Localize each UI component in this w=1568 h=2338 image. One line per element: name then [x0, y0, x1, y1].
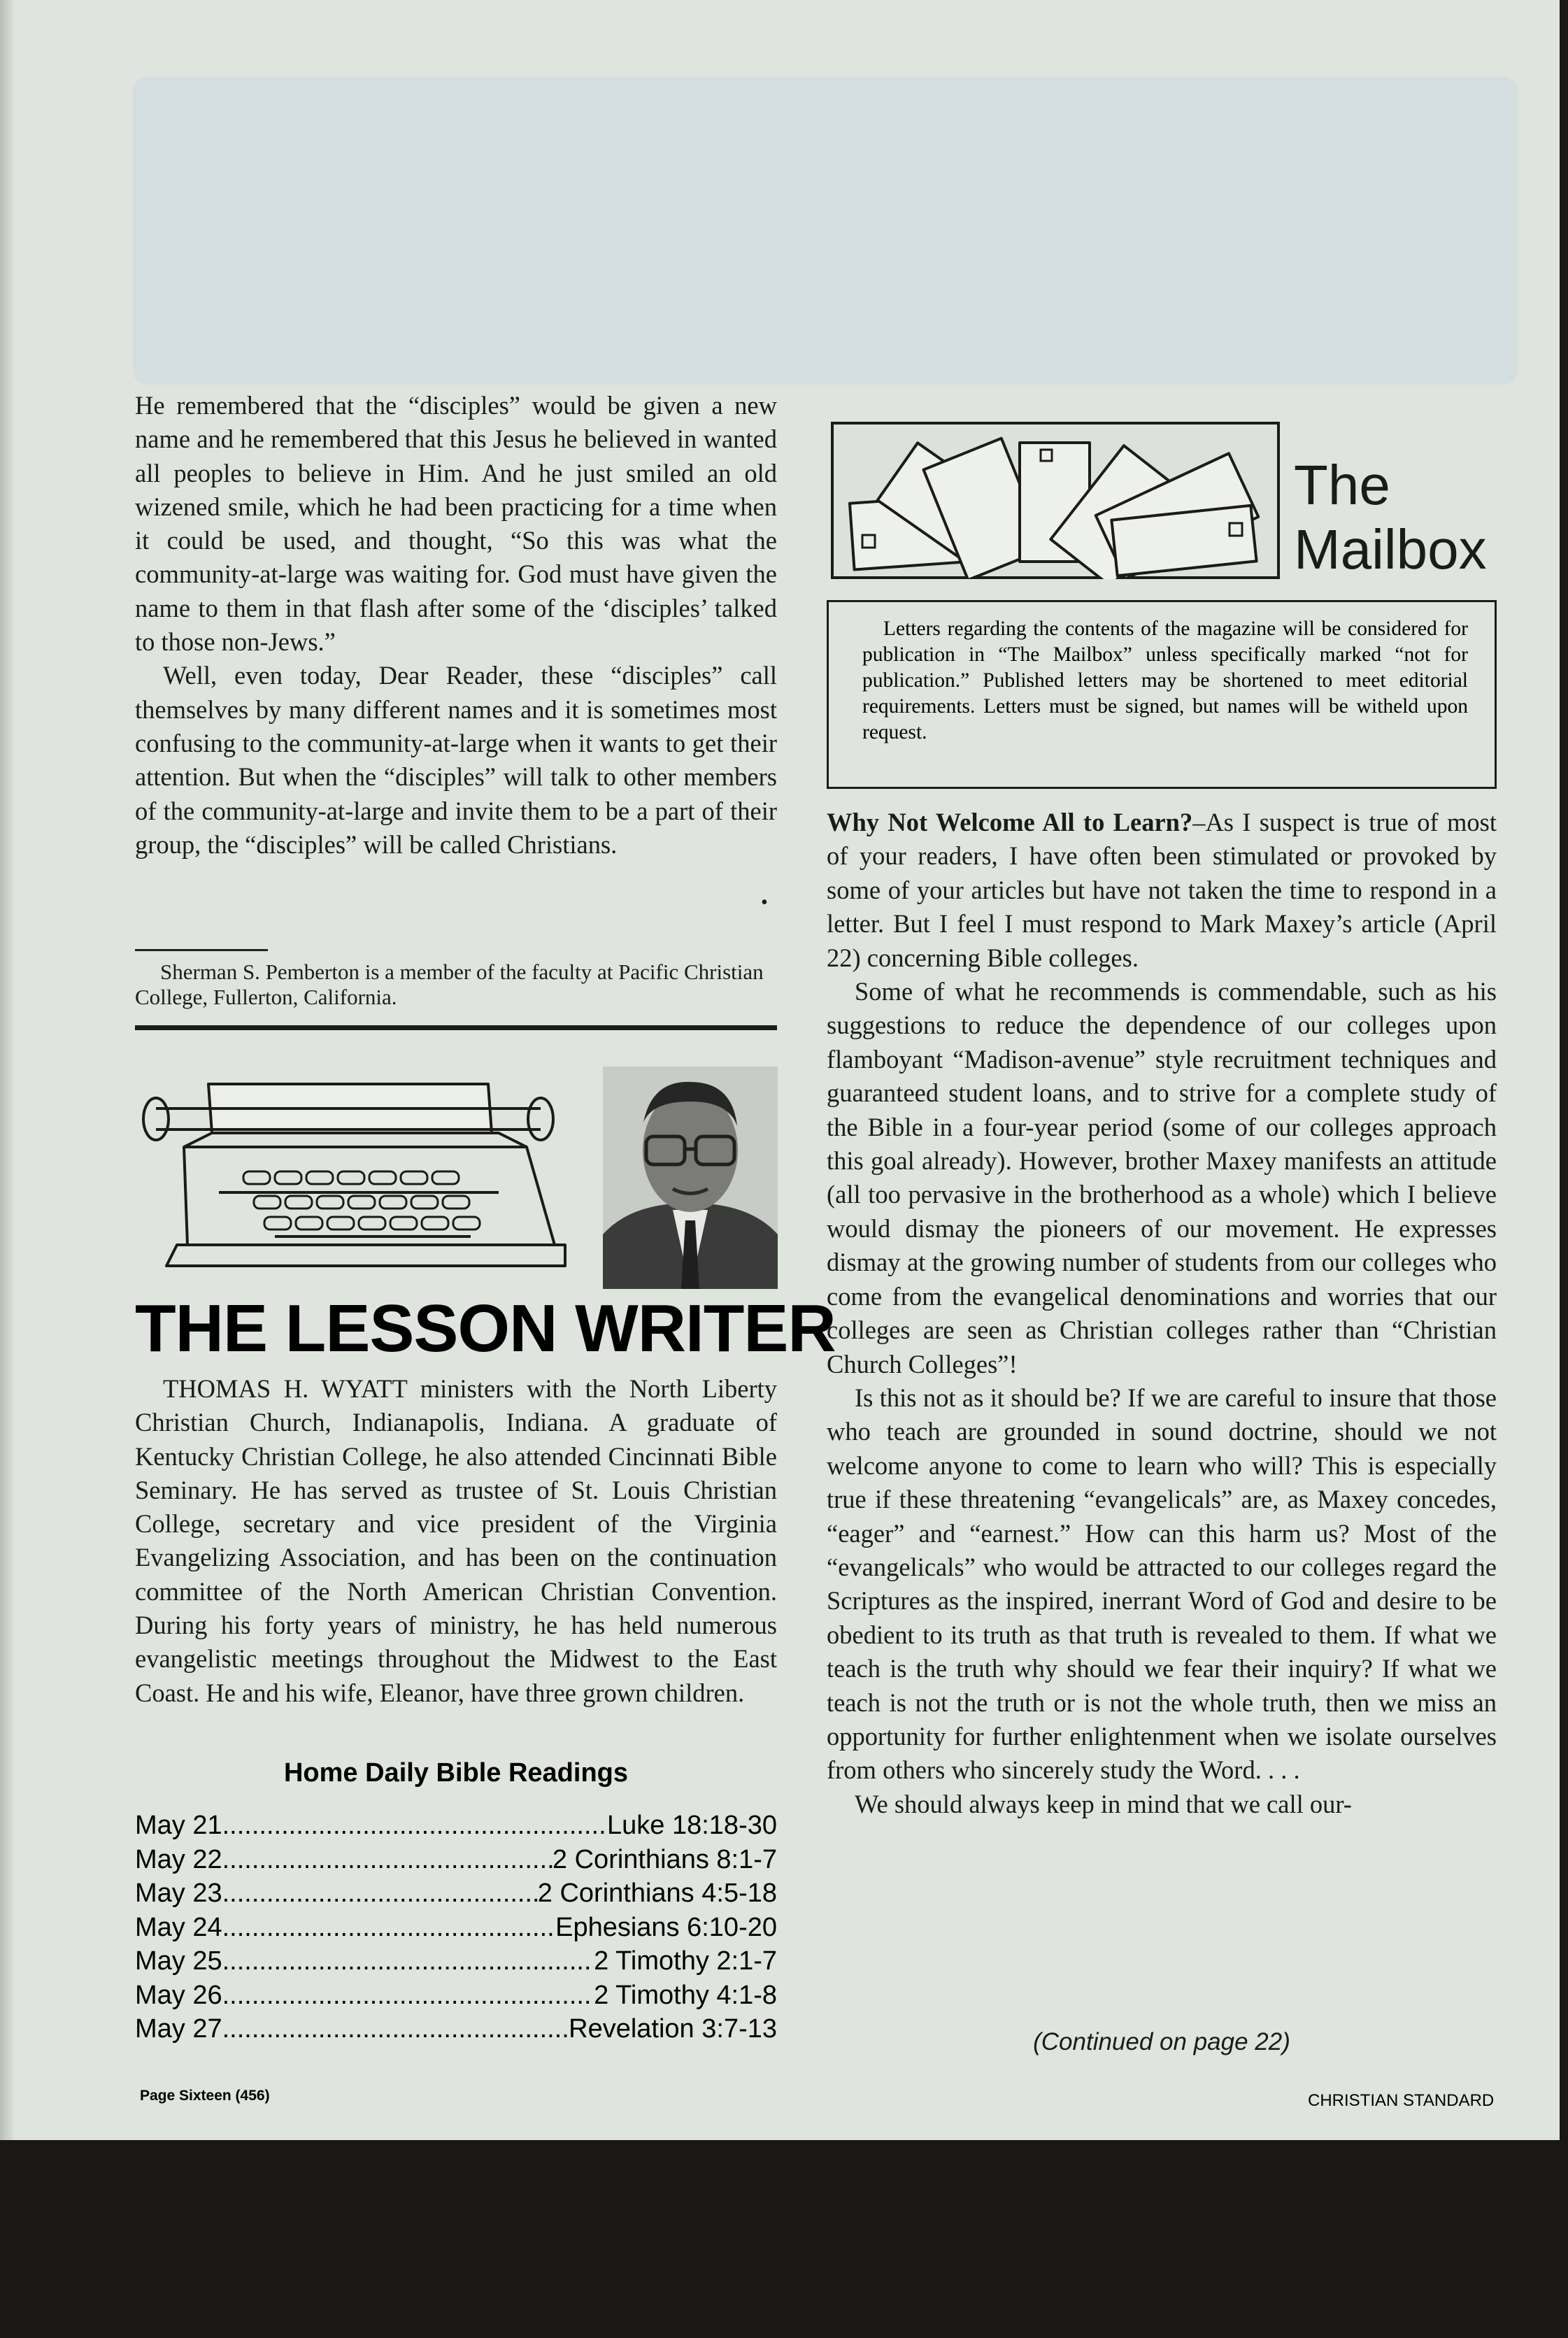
reading-item: [135, 1876, 777, 1911]
leader-dots: [222, 1876, 538, 1911]
letter-paragraph: Some of what he recommends is commendable, such as his suggestions to reduce the dependence of our colleges upon flamboyant “Madison-avenue” style recruitment techniques and guaranteed student loans, and to strive for a complete study of the Bible in a four-year period (some of our colleges approach this goal already). However, brother Maxey manifests an attitude (all too pervasive in the brotherhood as a whole) which I believe would dismay the pioneers of our movement. He expresses dismay at the growing number of students from our colleges who come from the evangelical denominations and worries that our colleges are seen as Christian colleges rather than “Christian Church Colleges”!: [827, 977, 1497, 1378]
leader-dots: [222, 1944, 594, 1979]
lesson-writer-bio: [135, 1372, 777, 1710]
author-bio: Sherman S. Pemberton is a member of the faculty at Pacific Christian College, Fullerton, California.: [135, 960, 764, 1009]
reading-item: [135, 1979, 777, 2013]
mailbox-title: [1294, 453, 1487, 582]
readings-list: [135, 1809, 777, 2046]
story-paragraph: He remembered that the “disciples” would be given a new name and he remembered that this Jesus he believed in wanted all peoples to believe in Him. And he just smiled an old wizened smile, which he had been practicing for a time when it could be used, and thought, “So this was what the community-at-large was waiting for. God must have given the name to them in that flash after some of the ‘disciples’ talked to those non-Jews.”: [135, 391, 777, 657]
mailbox-title-line: Mailbox: [1294, 518, 1487, 580]
lesson-writer-title: THE LESSON WRITER: [135, 1291, 836, 1366]
leader-dots: [222, 1809, 607, 1843]
reading-item: [135, 1911, 777, 1945]
publication-name: CHRISTIAN STANDARD: [1308, 2091, 1495, 2110]
author-bio-block: [135, 949, 777, 1010]
reading-item: [135, 1944, 777, 1979]
show-through-heading: [133, 77, 1518, 385]
lesson-writer-paragraph: THOMAS H. WYATT ministers with the North Liberty Christian Church, Indianapolis, Indiana. A graduate of Kentucky Christian College, he also attended Cincinnati Bible Seminary. He has served as trustee of St. Louis Christian College, secretary and vice president of the Virginia Evangelizing Association, and has been on the continuation committee of the North American Christian Convention. During his forty years of ministry, he has held numerous evangelistic meetings throughout the Midwest to the East Coast. He and his wife, Eleanor, have three grown children.: [135, 1374, 777, 1707]
letter-paragraph: Is this not as it should be? If we are careful to insure that those who teach are grounded in sound doctrine, should we not welcome anyone to come to learn who will? This is especially true if these threatening “evangelicals” are, as Maxey concedes, “eager” and “earnest.” How can this harm us? Most of the “evangelicals” who would be attracted to our colleges regard the Scriptures as the inspired, inerrant Word of God and desire to be obedient to its truth as that truth is revealed to them. If what we teach is the truth why should we fear their inquiry? If what we teach is not the truth or is not the whole truth, then we miss an opportunity for further enlightenment when we isolate ourselves from others who sincerely study the Word. . . .: [827, 1383, 1497, 1785]
reading-ref: 2 Timothy 4:1-8: [594, 1980, 777, 2010]
readings-title: Home Daily Bible Readings: [283, 1758, 628, 1788]
story-text: [135, 389, 777, 862]
reading-date: May 25: [135, 1946, 222, 1976]
reading-date: May 26: [135, 1980, 222, 2010]
page-number: Page Sixteen (456): [140, 2088, 270, 2104]
section-divider: [135, 1025, 777, 1030]
reading-item: [135, 1843, 777, 1877]
letter-text: [827, 806, 1497, 1821]
mailbox-envelopes-illustration: [831, 422, 1280, 579]
mailbox-notice-box: [827, 600, 1497, 789]
letter-first-paragraph: [827, 806, 1497, 975]
reading-ref: Revelation 3:7-13: [569, 2014, 777, 2044]
reading-item: [135, 1809, 777, 1843]
page-binding-shadow: [0, 0, 15, 2140]
mailbox-title-line: The: [1294, 454, 1390, 516]
typewriter-illustration: [135, 1067, 583, 1290]
leader-dots: [222, 1843, 553, 1877]
reading-date: May 21: [135, 1811, 222, 1840]
bio-divider: [135, 949, 268, 951]
story-paragraph: Well, even today, Dear Reader, these “disciples” call themselves by many different names and it is sometimes most confusing to the community-at-large when it wants to get their attention. But when the “disciples” will talk to other members of the community-at-large and invite them to be a part of their group, the “disciples” will be called Christians.: [135, 661, 777, 859]
reading-item: [135, 2012, 777, 2046]
leader-dots: [222, 2012, 569, 2046]
reading-date: May 23: [135, 1879, 222, 1908]
letter-intro: –As I suspect is true of most of your readers, I have often been stimulated or provoked by some of your articles but have not taken the time to respond in a letter. But I feel I must respond to Mark Maxey’s article (April 22) concerning Bible colleges.: [827, 808, 1497, 972]
continued-note: (Continued on page 22): [1033, 2028, 1290, 2055]
reading-date: May 22: [135, 1844, 222, 1874]
reading-ref: Luke 18:18-30: [607, 1811, 777, 1840]
reading-ref: Ephesians 6:10-20: [555, 1912, 777, 1942]
reading-date: May 24: [135, 1912, 222, 1942]
reading-ref: 2 Timothy 2:1-7: [594, 1946, 777, 1976]
reading-date: May 27: [135, 2014, 222, 2044]
mailbox-notice: Letters regarding the contents of the magazine will be considered for publication in “The Mailbox” unless specifically marked “not for publication.” Published letters may be shortened to meet editorial requirements. Letters must be signed, but names will be witheld upon request.: [862, 618, 1468, 743]
author-photo: [603, 1067, 778, 1289]
end-mark: •: [761, 892, 768, 913]
letter-heading: Why Not Welcome All to Learn?: [827, 808, 1193, 836]
reading-ref: 2 Corinthians 8:1-7: [552, 1844, 777, 1874]
leader-dots: [222, 1979, 594, 2013]
reading-ref: 2 Corinthians 4:5-18: [537, 1879, 777, 1908]
leader-dots: [222, 1911, 555, 1945]
letter-paragraph: We should always keep in mind that we call our-: [855, 1789, 1352, 1818]
